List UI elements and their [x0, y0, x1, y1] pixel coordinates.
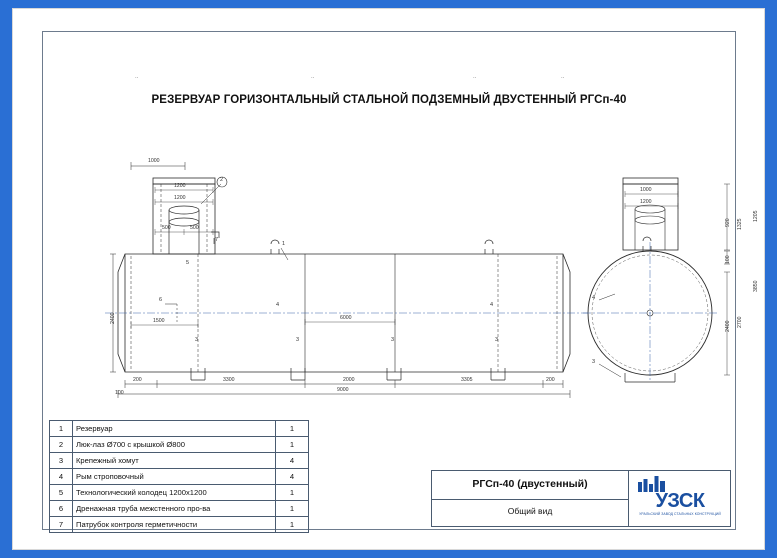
- company-logo: [632, 474, 728, 523]
- row-name: Патрубок контроля герметичности: [73, 517, 276, 533]
- table-row: [50, 469, 309, 485]
- dim-2000: 2000: [343, 377, 355, 383]
- dim-end-2400: 2400: [725, 320, 731, 332]
- dim-end-1205: 1205: [753, 210, 759, 222]
- dim-well-1200-b: 1200: [174, 195, 186, 201]
- table-row: [50, 421, 309, 437]
- dim-end-3850: 3850: [753, 280, 759, 292]
- dim-end-920: 920: [725, 218, 731, 227]
- dim-side-1000: 1000: [148, 158, 160, 164]
- row-name: Рым строповочный: [73, 469, 276, 485]
- callout-end-3: 3: [592, 359, 596, 365]
- row-number: 1: [50, 421, 73, 437]
- stamp-title: РГСп-40 (двустенный): [472, 478, 588, 490]
- callout-3-c: 3: [391, 337, 395, 343]
- row-name: Крепежный хомут: [73, 453, 276, 469]
- row-name: Люк-лаз Ø700 с крышкой Ø800: [73, 437, 276, 453]
- callout-7: 7: [215, 237, 219, 243]
- dim-200-left: 200: [133, 377, 142, 383]
- dim-end-100: 100: [725, 255, 731, 264]
- callout-1: 1: [282, 241, 286, 247]
- dim-3305: 3305: [461, 377, 473, 383]
- dim-end-1000: 1000: [640, 187, 652, 193]
- dim-3300: 3300: [223, 377, 235, 383]
- title-block: [431, 470, 731, 527]
- dim-500-left: 500: [162, 225, 171, 231]
- mark-1: ..: [135, 74, 139, 80]
- row-qty: 1: [276, 485, 309, 501]
- dim-6000: 6000: [340, 315, 352, 321]
- row-name: Дренажная труба межстенного про-ва: [73, 501, 276, 517]
- callout-2: 2: [220, 177, 224, 183]
- dim-500-right: 500: [190, 225, 199, 231]
- dim-overall-9000: 9000: [337, 387, 349, 393]
- logo-text: УЗСК: [655, 490, 705, 512]
- callout-end-4: 4: [592, 295, 596, 301]
- row-number: 5: [50, 485, 73, 501]
- callout-5: 5: [186, 260, 190, 266]
- table-row: [50, 501, 309, 517]
- callout-3-a: 3: [195, 337, 199, 343]
- row-qty: 1: [276, 501, 309, 517]
- specification-table: [49, 420, 309, 533]
- row-number: 7: [50, 517, 73, 533]
- stamp-divider: [628, 471, 629, 526]
- row-number: 4: [50, 469, 73, 485]
- row-name: Технологический колодец 1200х1200: [73, 485, 276, 501]
- mark-4: ..: [561, 74, 565, 80]
- callout-3-b: 3: [296, 337, 300, 343]
- dim-100: 100: [115, 390, 124, 396]
- drawing-page: [13, 9, 764, 549]
- dim-height-2400: 2400: [110, 312, 116, 324]
- row-number: 6: [50, 501, 73, 517]
- row-qty: 4: [276, 453, 309, 469]
- mark-3: ..: [473, 74, 477, 80]
- drawing-frame: [42, 31, 759, 530]
- row-number: 3: [50, 453, 73, 469]
- callout-4-b: 4: [490, 302, 494, 308]
- dim-1500: 1500: [153, 318, 165, 324]
- dim-end-1325: 1325: [737, 218, 743, 230]
- callout-6: 6: [159, 297, 163, 303]
- logo-subtitle: УРАЛЬСКИЙ ЗАВОД СТАЛЬНЫХ КОНСТРУКЦИЙ: [639, 512, 721, 516]
- dim-end-2700: 2700: [737, 316, 743, 328]
- callout-4-a: 4: [276, 302, 280, 308]
- mark-2: ..: [311, 74, 315, 80]
- table-row: [50, 453, 309, 469]
- callout-3-d: 3: [495, 337, 499, 343]
- stamp-subtitle: Общий вид: [507, 506, 553, 516]
- row-qty: 1: [276, 421, 309, 437]
- table-row: [50, 517, 309, 533]
- row-number: 2: [50, 437, 73, 453]
- dim-200-right: 200: [546, 377, 555, 383]
- dim-end-1200: 1200: [640, 199, 652, 205]
- dim-well-1200-a: 1200: [174, 183, 186, 189]
- row-name: Резервуар: [73, 421, 276, 437]
- row-qty: 4: [276, 469, 309, 485]
- page-title: РЕЗЕРВУАР ГОРИЗОНТАЛЬНЫЙ СТАЛЬНОЙ ПОДЗЕМНЫЙ ДВУСТЕННЫЙ РГСп-40: [151, 94, 627, 106]
- table-row: [50, 437, 309, 453]
- row-qty: 1: [276, 517, 309, 533]
- table-row: [50, 485, 309, 501]
- row-qty: 1: [276, 437, 309, 453]
- stamp-horizontal-divider: [432, 499, 628, 500]
